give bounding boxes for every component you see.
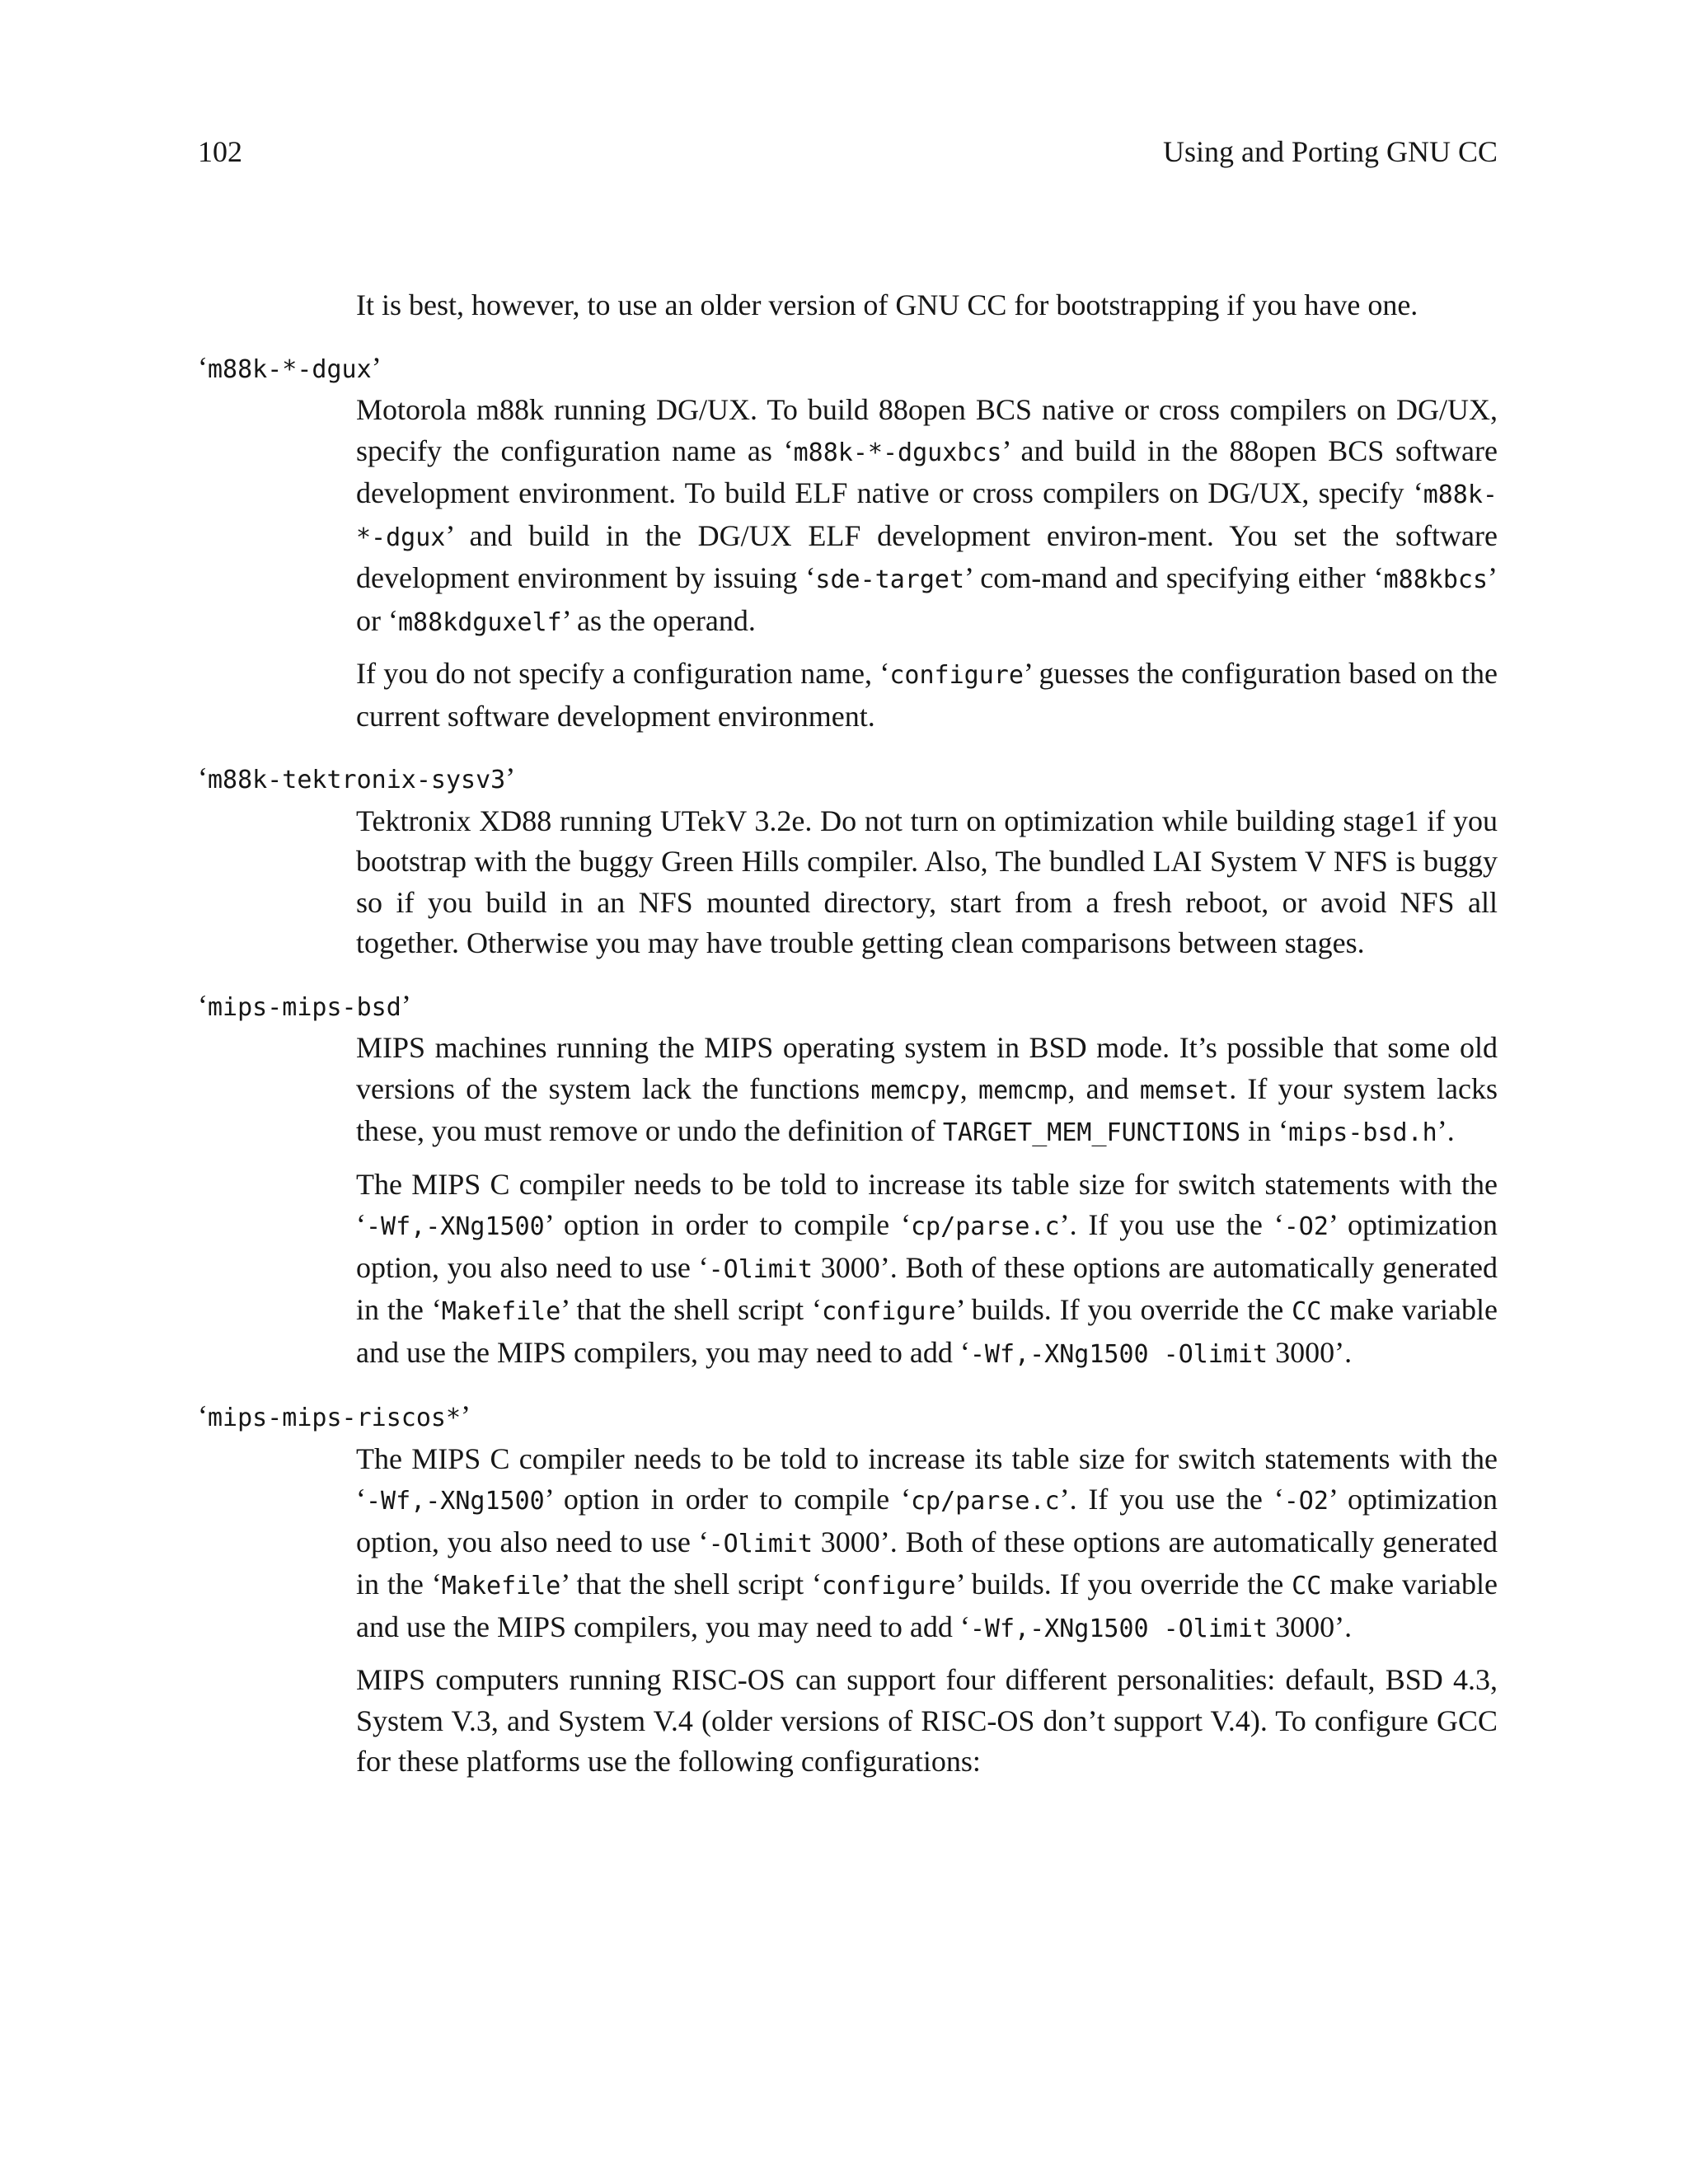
text-run: ’. [1437, 1114, 1455, 1147]
term-code: mips-mips-bsd [208, 992, 401, 1022]
page-number: 102 [198, 135, 242, 168]
inline-code: configure [822, 1572, 956, 1601]
text-run: ’ and build in the 88open BCS software development environment. To build ELF native or cross compilers on DG/UX, specify ‘ [356, 434, 1498, 509]
text-run: , and [1067, 1071, 1140, 1105]
text-run: ’ as the operand. [561, 603, 756, 637]
inline-code: m88k-*-dguxbcs [793, 438, 1002, 467]
inline-code: -Wf,-XNg1500 -Olimit [969, 1614, 1268, 1643]
intro-paragraph: It is best, however, to use an older version of GNU CC for bootstrapping if you have one. [356, 288, 1418, 321]
inline-code: Makefile [441, 1297, 561, 1326]
inline-code: -Olimit [708, 1529, 814, 1558]
term-code: mips-mips-riscos* [208, 1404, 462, 1432]
inline-code: TARGET_MEM_FUNCTIONS [942, 1118, 1241, 1147]
text-run: ’ builds. If you override the [955, 1568, 1292, 1601]
text-run: ’ that the shell script ‘ [560, 1293, 822, 1326]
inline-code: cp/parse.c [910, 1212, 1060, 1241]
text-run: The MIPS C compiler needs to be told to increase its table size for switch statements with the ‘ [356, 1441, 1498, 1516]
entry-paragraph: MIPS computers running RISC-OS can support four different personalities: default, BSD 4.3, System V.3, and System V.4 (older versions of RISC-OS don’t support V.4). To configure GCC for these platforms use the following configurations: [356, 1663, 1498, 1778]
entry-paragraph [356, 390, 1498, 643]
inline-code: sde-target [815, 565, 965, 594]
inline-code: -Olimit [708, 1254, 814, 1284]
entry-m88k-tektronix-sysv3 [198, 758, 1498, 964]
text-run: The MIPS C compiler needs to be told to increase its table size for switch statements with the ‘ [356, 1167, 1498, 1241]
text-run: ’ optimization option, you also need to use ‘ [356, 1483, 1498, 1558]
text-run: 3000’. [1268, 1610, 1353, 1643]
text-run: make variable and use the MIPS compilers, you may need to add ‘ [356, 1293, 1498, 1369]
inline-code: CC [1292, 1572, 1322, 1601]
text-run: 3000’. Both of these options are automatically generated in the ‘ [356, 1525, 1498, 1601]
inline-code: -Wf,-XNg1500 [366, 1487, 545, 1516]
running-header [198, 130, 1498, 173]
text-run: Motorola m88k running DG/UX. To build 88open BCS native or cross compilers on DG/UX, specify the configuration name as ‘ [356, 393, 1498, 467]
inline-code: cp/parse.c [910, 1487, 1060, 1516]
inline-code: configure [822, 1297, 956, 1326]
text-run: ’ that the shell script ‘ [560, 1568, 822, 1601]
inline-code: -O2 [1283, 1212, 1329, 1241]
page-body [198, 285, 1498, 1793]
entry-term: ‘mips-mips-riscos*’ [198, 1399, 471, 1432]
text-run: ’ and build in the DG/UX ELF development environ-ment. You set the software development environment by issuing ‘ [356, 518, 1498, 594]
entry-paragraph [356, 654, 1498, 737]
inline-code: memcpy [870, 1076, 960, 1105]
entry-term: ‘m88k-*-dgux’ [198, 350, 382, 384]
text-run: ’ optimization option, you also need to use ‘ [356, 1208, 1498, 1284]
inline-code: Makefile [441, 1572, 561, 1601]
entry-term: ‘m88k-tektronix-sysv3’ [198, 762, 516, 794]
text-run: make variable and use the MIPS compilers, you may need to add ‘ [356, 1568, 1498, 1643]
inline-code: -Wf,-XNg1500 [366, 1212, 545, 1241]
term-code: m88k-tektronix-sysv3 [208, 766, 506, 794]
text-run: . If your system lacks these, you must remove or undo the definition of [356, 1071, 1498, 1147]
inline-code: CC [1292, 1297, 1322, 1326]
text-run: ’ builds. If you override the [955, 1293, 1292, 1326]
text-run: ’. If you use the ‘ [1059, 1483, 1284, 1516]
text-run: ’ or ‘ [356, 561, 1498, 637]
text-run: ’ option in order to compile ‘ [544, 1483, 911, 1516]
inline-code: memset [1139, 1076, 1230, 1105]
term-code: m88k-*-dgux [208, 354, 372, 384]
text-run: ’ com-mand and specifying either ‘ [964, 561, 1384, 594]
entry-paragraph [356, 1439, 1498, 1650]
text-run: , [959, 1071, 979, 1105]
text-run: 3000’. [1268, 1335, 1353, 1369]
inline-code: m88kbcs [1383, 565, 1489, 594]
inline-code: m88kdguxelf [397, 607, 562, 637]
entry-term: ‘mips-mips-bsd’ [198, 988, 411, 1022]
inline-code: mips-bsd.h [1288, 1118, 1437, 1147]
entry-mips-mips-riscos [198, 1396, 1498, 1783]
entry-paragraph: Tektronix XD88 running UTekV 3.2e. Do not turn on optimization while building stage1 if you bootstrap with the buggy Green Hills compiler. Also, The bundled LAI System V NFS is buggy so if you build in an NFS mounted directory, start from a fresh reboot, or avoid NFS all together. Otherwise you may have trouble getting clean comparisons between stages. [356, 804, 1498, 959]
inline-code: -Wf,-XNg1500 -Olimit [969, 1339, 1268, 1369]
running-title: Using and Porting GNU CC [1162, 135, 1498, 168]
text-run: 3000’. Both of these options are automatically generated in the ‘ [356, 1250, 1498, 1326]
inline-code: configure [889, 661, 1024, 690]
inline-code: memcmp [978, 1076, 1068, 1105]
text-run: in ‘ [1240, 1114, 1289, 1147]
text-run: ’ option in order to compile ‘ [544, 1208, 911, 1241]
inline-code: m88k-*-dgux [356, 480, 1498, 552]
text-run: MIPS machines running the MIPS operating system in BSD mode. It’s possible that some old versions of the system lack the functions [356, 1031, 1498, 1105]
entry-paragraph [356, 1028, 1498, 1154]
text-run: If you do not specify a configuration name, ‘ [356, 657, 890, 690]
text-run: ’ guesses the configuration based on the current software development environment. [356, 657, 1498, 733]
entry-mips-mips-bsd [198, 986, 1498, 1376]
entry-paragraph [356, 1165, 1498, 1376]
inline-code: -O2 [1283, 1487, 1329, 1516]
text-run: ’. If you use the ‘ [1059, 1208, 1284, 1241]
entry-m88k-dgux [198, 348, 1498, 738]
